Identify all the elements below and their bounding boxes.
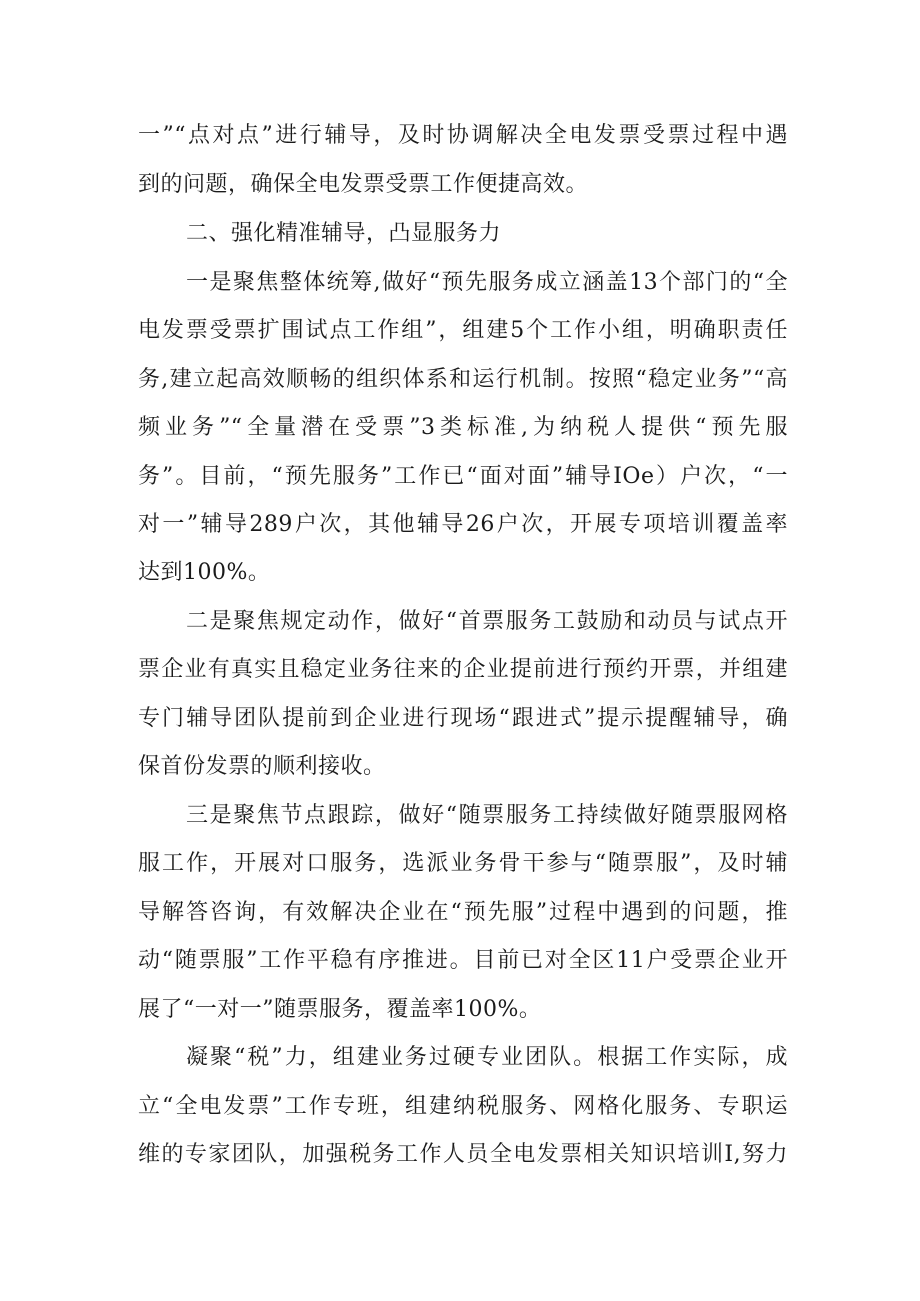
text-line: 一”“点对点”进行辅导，及时协调解决全电发票受票过程中遇 xyxy=(138,123,788,148)
text-line: 达到100%。 xyxy=(138,560,271,585)
text-line: 维的专家团队，加强税务工作人员全电发票相关知识培训I,努力 xyxy=(138,1142,788,1167)
text-line: 服工作，开展对口服务，选派业务骨干参与“随票服”，及时辅 xyxy=(138,851,788,876)
text-line: 务,建立起高效顺畅的组织体系和运行机制。按照“稳定业务”“高 xyxy=(138,367,788,392)
text-line: 一是聚焦整体统筹,做好“预先服务成立涵盖13个部门的“全 xyxy=(186,270,788,295)
text-line: 凝聚“税”力，组建业务过硬专业团队。根据工作实际，成 xyxy=(186,1045,788,1070)
text-line: 立“全电发票”工作专班，组建纳税服务、网格化服务、专职运 xyxy=(138,1094,788,1119)
text-line: 动“随票服”工作平稳有序推进。目前已对全区11户受票企业开 xyxy=(138,948,788,973)
text-line: 电发票受票扩围试点工作组”，组建5个工作小组，明确职责任 xyxy=(138,318,788,343)
section-heading: 二、强化精准辅导，凸显服务力 xyxy=(186,221,502,246)
text-line: 到的问题，确保全电发票受票工作便捷高效。 xyxy=(138,172,589,197)
text-line: 三是聚焦节点跟踪，做好“随票服务工持续做好随票服网格 xyxy=(186,803,788,828)
text-line: 对一”辅导289户次，其他辅导26户次，开展专项培训覆盖率 xyxy=(138,512,788,537)
text-line: 展了“一对一”随票服务，覆盖率100%。 xyxy=(138,997,542,1022)
text-line: 务”。目前，“预先服务”工作已“面对面”辅导IOe）户次，“一 xyxy=(138,464,788,489)
text-line: 导解答咨询，有效解决企业在“预先服”过程中遇到的问题，推 xyxy=(138,900,788,925)
text-line: 频业务”“全量潜在受票”3类标准,为纳税人提供“预先服 xyxy=(138,415,788,440)
text-line: 保首份发票的顺利接收。 xyxy=(138,754,386,779)
text-line: 二是聚焦规定动作，做好“首票服务工鼓励和动员与试点开 xyxy=(186,609,788,634)
text-line: 票企业有真实且稳定业务往来的企业提前进行预约开票，并组建 xyxy=(138,657,788,682)
text-line: 专门辅导团队提前到企业进行现场“跟进式”提示提醒辅导，确 xyxy=(138,706,788,731)
